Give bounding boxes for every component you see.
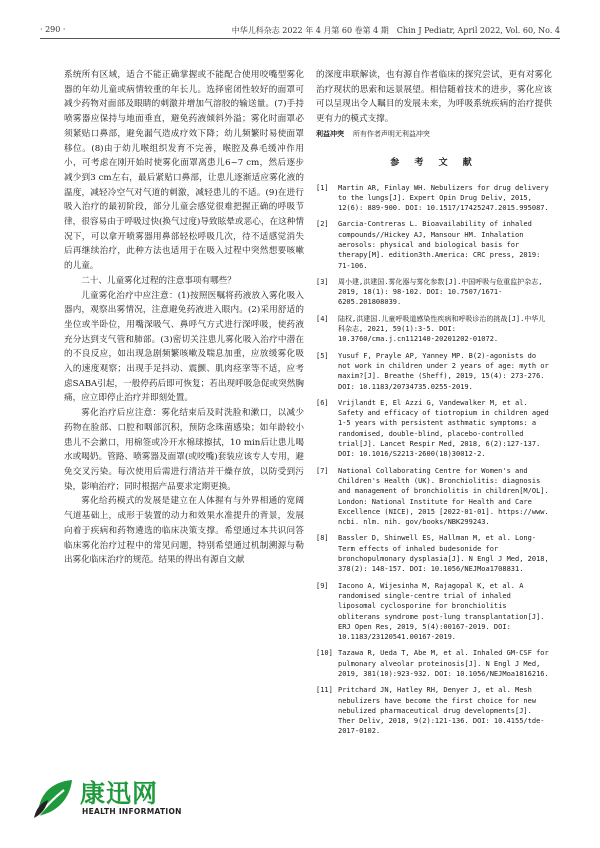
reference-text: Iacono A, Wijesinha M, Rajagopal K, et al. A randomised single-centre trial of inhaled liposomal cyclosporine for bronchiolitis obliterans syndrome post-lung transplantation[J]. ERJ Open Res, 2019, 5(4):00167-2019. DOI: 10.1183/23120541.00167-2019.	[338, 581, 545, 642]
body-paragraph: 儿童雾化治疗中应注意：(1)按照医嘱将药液放入雾化吸入器内，观察出雾情况，注意避免药液进入眼内。(2)采用舒适的坐位或半卧位，用嘴深吸气、鼻呼气方式进行深呼吸，使药液充分达到支气管和肺部。(3)密切关注患儿雾化吸入治疗中潜在的不良反应，如出现急剧频繁咳嗽及喘息加重，应放缓雾化吸入的速度观察；出现手足抖动、震颤、肌肉痉挛等不适，应考虑SABA引起，一般停药后即可恢复；若出现呼吸急促或突然胸痛，应立即停止治疗并即刻处置。	[64, 290, 304, 404]
reference-item	[316, 219, 552, 270]
reference-text: Garcia-Contreras L. Bioavailability of inhaled compounds//Hickey AJ, Mansour HM. Inhalation aerosols: physical and biological basis for therapy[M]. edition3th.America: CRC press, 2019: 71-106.	[338, 220, 541, 270]
conflict-statement	[316, 129, 552, 140]
journal-citation: 中华儿科杂志 2022 年 4 月第 60 卷第 4 期 Chin J Pediatr, April 2022, Vol. 60, No. 4	[231, 26, 560, 35]
body-paragraph: 雾化治疗后应注意：雾化结束后及时洗脸和漱口，以减少药物在脸部、口腔和咽部沉积，预防念珠菌感染；如年龄较小患儿不会漱口，用棉签或冷开水棉球擦拭，10 min后让患儿喝水或喝奶。管路、喷雾器及面罩(或咬嘴)套装应该专人专用，避免交叉污染。每次使用后需进行清洁并干燥存放，以防受到污染，影响治疗；同时根据产品要求定期更换。	[64, 408, 304, 492]
reference-number: [10]	[316, 649, 333, 658]
leaf-logo-icon	[32, 776, 76, 820]
reference-text: Vrijlandt E, El Azzi G, Vandewalker M, et al. Safety and efficacy of tiotropium in children aged 1-5 years with persistent asthmatic symptoms: a randomised, double-blind, placebo-controlled trial[J]. Lancet Respir Med, 2018, 6(2):127-137. DOI: 10.1016/S2213-2600(18)30012-2.	[338, 398, 549, 459]
reference-item	[316, 466, 552, 528]
reference-number: [11]	[316, 686, 333, 695]
left-column	[64, 68, 304, 568]
reference-text: 周小建,洪建国.雾化器与雾化参数[J].中国呼吸与危重监护杂志, 2019, 18(1): 98-102. DOI: 10.7507/1671-6205.201808039.	[338, 277, 543, 307]
reference-text: Pritchard JN, Hatley RH, Denyer J, et al. Mesh nebulizers have become the first choice for new nebulized pharmaceutical drug developments[J]. Ther Deliv, 2018, 9(2):121-136. DOI: 10.4155/tde-2017-0102.	[338, 686, 545, 736]
reference-number: [8]	[316, 534, 329, 543]
reference-text: 陆权,洪建国.儿童呼吸道感染性疾病和呼吸诊治的挑战[J].中华儿科杂志, 2021, 59(1):3-5. DOI: 10.3760/cma.j.cn112140-20201202-01072.	[338, 314, 546, 344]
body-paragraph: 的深度串联解读，也有源自作者临床的探究尝试，更有对雾化治疗现状的思索和远景展望。相信随着技术的进步，雾化应该可以呈现出令人瞩目的发展未来，为呼吸系统疾病的治疗提供更有力的模式支撑。	[316, 70, 552, 125]
reference-number: [6]	[316, 398, 329, 407]
section-heading: 二十、儿童雾化过程的注意事项有哪些？	[81, 275, 236, 286]
reference-item	[316, 398, 552, 460]
reference-number: [5]	[316, 351, 329, 360]
page-header	[40, 22, 560, 39]
reference-text: National Collaborating Centre for Women's and Children's Health (UK). Bronchiolitis: diagnosis and management of bronchiolitis in children[M/OL]. London: National Institute for Health and Care Excellence (NICE), 2015 [2022-01-01]. https://www. ncbi. nlm. nih. gov/books/NBK299243.	[338, 466, 549, 527]
reference-item	[316, 648, 552, 679]
reference-text: Yusuf F, Prayle AP, Yanney MP. B(2)-agonists do not work in children under 2 years of age: myth or maxim?[J]. Breathe (Sheff), 2019, 15(4): 273-276. DOI: 10.1183/20734735.0255-2019.	[338, 351, 549, 391]
logo-subtitle: HEALTH INFORMATION	[82, 807, 182, 816]
reference-number: [7]	[316, 466, 329, 475]
reference-item	[316, 314, 552, 345]
reference-number: [2]	[316, 220, 329, 229]
reference-item	[316, 685, 552, 736]
reference-item	[316, 277, 552, 308]
body-paragraph: 系统所有区域，适合不能正确掌握或不能配合使用咬嘴型雾化器的年幼儿童或病情较重的年长儿。选择密闭性较好的面罩可减少药物对面部及眼睛的刺激并增加气溶胶的输送量。(7)手持喷雾器应保持与地面垂直，避免药液倾斜外溢；雾化时面罩必须紧贴口鼻部，避免漏气造成疗效下降；幼儿频繁时易使面罩移位。(8)由于幼儿喉组织发育不完善，喉腔及鼻毛缓冲作用小，可考虑在刚开始时使雾化面罩离患儿6~7 cm，然后逐步减少到3 cm左右，最后紧贴口鼻部，让患儿逐渐适应雾化液的温度，减轻冷空气对气道的刺激，减轻患儿的不适。(9)在进行吸入治疗的最初阶段，部分儿童会感觉很难把握正确的呼吸节律，很容易由于呼吸过快(换气过度)导致眩晕或恶心，在这种情况下，可以拿开喷雾器用鼻部轻松呼吸几次，待不适感觉消失后再继续治疗，此种方法也适用于在吸入过程中突然想要咳嗽的儿童。	[64, 70, 304, 272]
references-title: 参 考 文 献	[390, 157, 478, 168]
right-column	[316, 68, 552, 743]
page-number: · 290 ·	[40, 25, 66, 34]
reference-number: [9]	[316, 581, 329, 590]
reference-text: Martin AR, Finlay WH. Nebulizers for drug delivery to the lungs[J]. Expert Opin Drug Deliv, 2015, 12(6): 889-900. DOI: 10.1517/17425247.2015.995087.	[338, 183, 549, 213]
site-logo	[32, 774, 182, 824]
conflict-text: 所有作者声明无利益冲突	[352, 129, 430, 138]
reference-number: [4]	[316, 314, 329, 323]
conflict-label: 利益冲突	[316, 129, 344, 138]
reference-item	[316, 183, 552, 214]
reference-item	[316, 533, 552, 574]
reference-item	[316, 351, 552, 392]
logo-brand: 康迅网	[80, 779, 159, 808]
reference-number: [3]	[316, 277, 329, 286]
reference-item	[316, 581, 552, 643]
reference-text: Tazawa R, Ueda T, Abe M, et al. Inhaled GM-CSF for pulmonary alveolar proteinosis[J]. N Engl J Med, 2019, 381(10):923-932. DOI: 10.1056/NEJMoa1816216.	[338, 649, 549, 678]
reference-list	[316, 183, 552, 737]
reference-text: Bassler D, Shinwell ES, Hallman M, et al. Long-Term effects of inhaled budesonide for bronchopulmonary dysplasia[J]. N Engl J Med, 2018, 378(2): 148-157. DOI: 10.1056/NEJMoa1708831.	[338, 534, 549, 574]
body-paragraph: 雾化给药模式的发展是建立在人体握有与外界相通的宽阔气道基础上，成形于装置的动力和效果水准提升的背景，发展向着于疾病和药物遴选的临床决策支撑。希望通过本共识问答临床雾化治疗过程中的常见问题，特别希望通过机制溯源与勒出雾化临床治疗的规范。结果的得出有源自文献	[64, 496, 304, 566]
reference-number: [1]	[316, 183, 329, 192]
